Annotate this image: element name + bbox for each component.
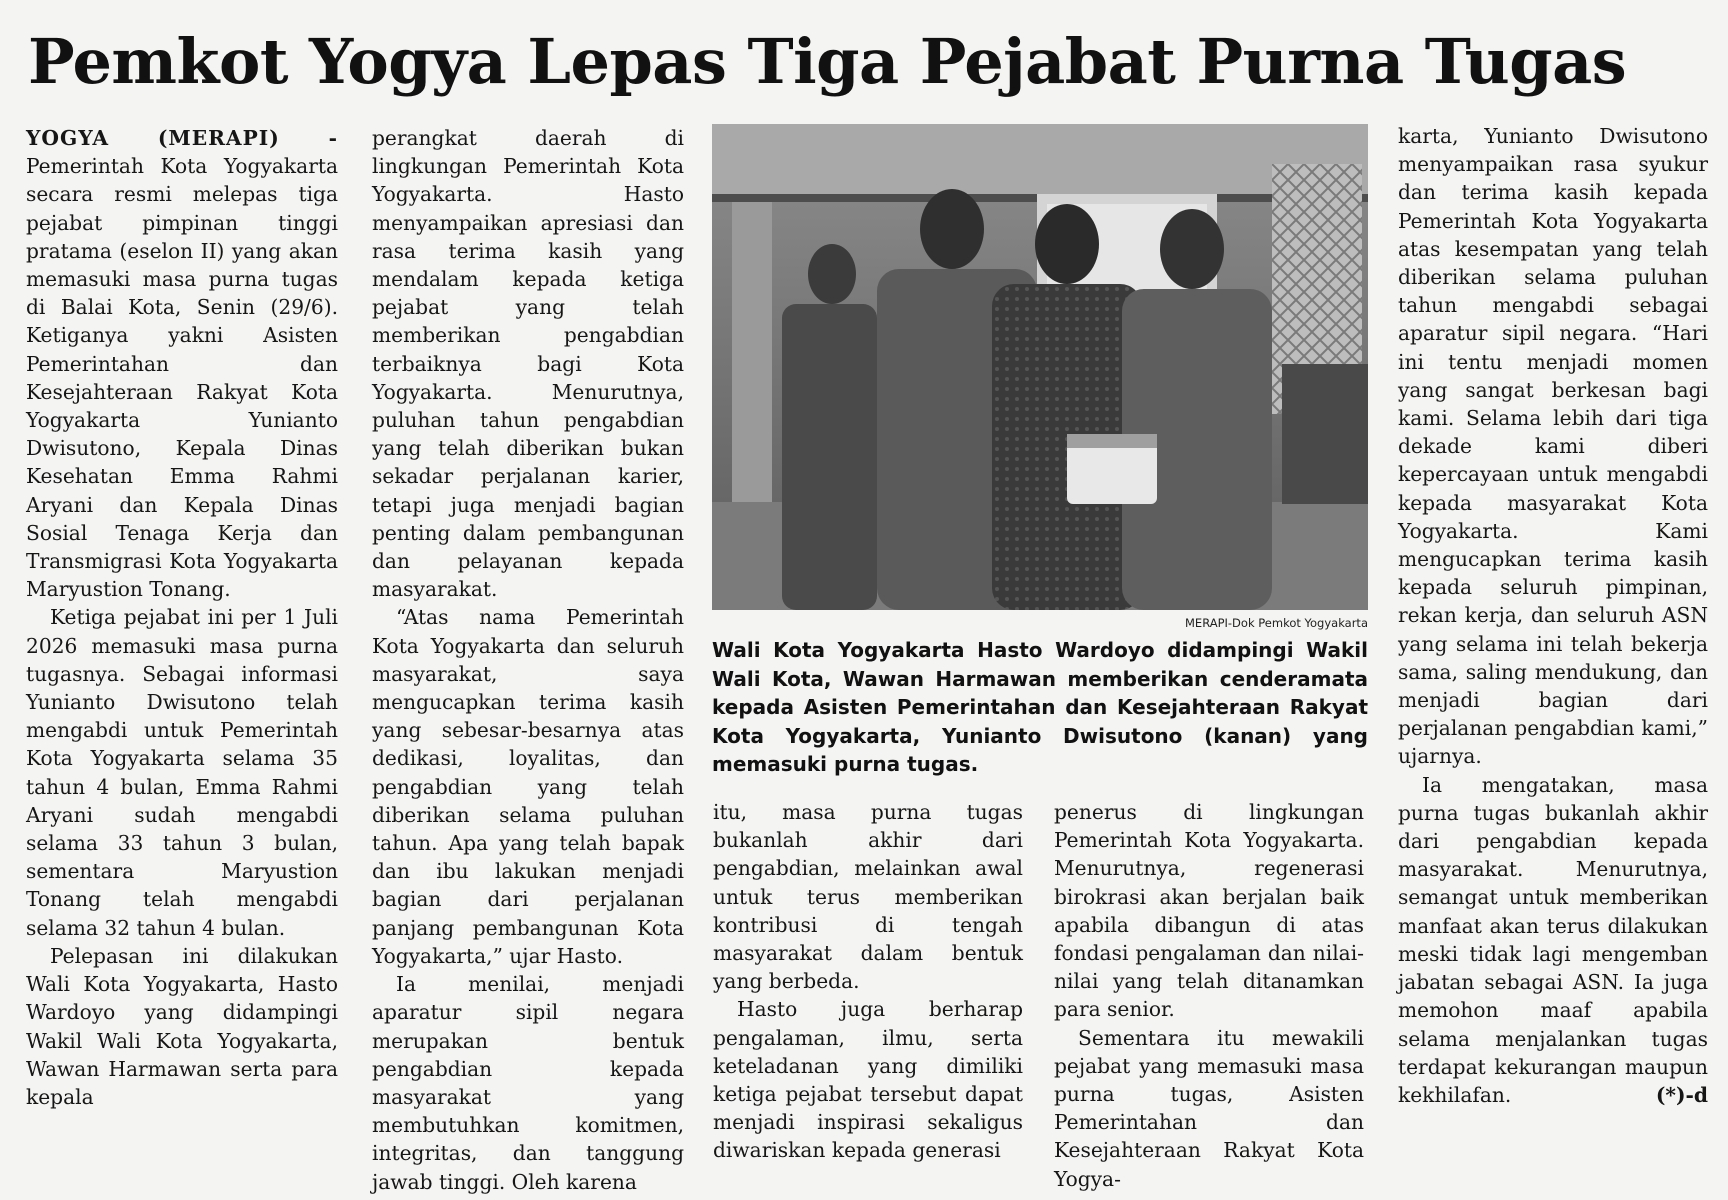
article-column-3 <box>713 798 1023 1165</box>
dateline: YOGYA (MERAPI) - <box>26 126 338 150</box>
signoff: (*)-d <box>1655 1082 1708 1107</box>
article-paragraph: itu, masa purna tugas bukanlah akhir dari pengabdian, melainkan awal untuk terus memberikan kontribusi di tengah masyarakat dalam bentuk yang berbeda. <box>713 800 1023 994</box>
article-paragraph: karta, Yunianto Dwisutono menyampaikan rasa syukur dan terima kasih kepada Pemerintah Kota Yogyakarta atas kesempatan yang telah diberikan selama puluhan tahun mengabdi sebagai aparatur sipil negara. “Hari ini tentu menjadi momen yang sangat berkesan bagi kami. Selama lebih dari tiga dekade kami diberi kepercayaan untuk mengabdi kepada masyarakat Kota Yogyakarta. Kami mengucapkan terima kasih kepada seluruh pimpinan, rekan kerja, dan seluruh ASN yang selama ini telah bekerja sama, saling mendukung, dan menjadi bagian dari perjalanan pengabdian kami,” ujarnya. <box>1398 124 1708 769</box>
article-column-5 <box>1398 122 1708 1109</box>
article-paragraph: Ia menilai, menjadi aparatur sipil negara merupakan bentuk pengabdian kepada masyarakat yang membutuhkan komitmen, integritas, dan tanggung jawab tinggi. Oleh karena <box>372 972 684 1194</box>
article-column-2 <box>372 124 684 1196</box>
article-paragraph: Hasto juga berharap pengalaman, ilmu, serta keteladanan yang dimiliki ketiga pejabat tersebut dapat menjadi inspirasi sekaligus diwariskan kepada generasi <box>713 997 1023 1163</box>
article-paragraph: Ketiga pejabat ini per 1 Juli 2026 memasuki masa purna tugasnya. Sebagai informasi Yunianto Dwisutono telah mengabdi untuk Pemerintah Kota Yogyakarta selama 35 tahun 4 bulan, Emma Rahmi Aryani sudah mengabdi selama 33 tahun 3 bulan, sementara Maryustion Tonang telah mengabdi selama 32 tahun 4 bulan. <box>26 605 338 940</box>
photo-illustration <box>712 124 1368 610</box>
news-photo <box>712 124 1368 610</box>
paragraph-text: Ia mengatakan, masa purna tugas bukanlah akhir dari pengabdian kepada masyarakat. Menurutnya, semangat untuk memberikan manfaat akan terus dilakukan meski tidak lagi mengemban jabatan sebagai ASN. Ia juga memohon maaf apabila selama menjalankan tugas terdapat kekurangan maupun kekhilafan. <box>1398 772 1708 1107</box>
article-paragraph <box>1398 771 1708 1109</box>
article-column-4 <box>1054 798 1364 1193</box>
photo-credit: MERAPI-Dok Pemkot Yogyakarta <box>1185 616 1368 630</box>
article-paragraph <box>26 124 338 603</box>
article-paragraph: Sementara itu mewakili pejabat yang memasuki masa purna tugas, Asisten Pemerintahan dan Kesejahteraan Rakyat Kota Yogya- <box>1054 1025 1364 1191</box>
article-column-1 <box>26 124 338 1111</box>
paragraph-text: Pemerintah Kota Yogyakarta secara resmi melepas tiga pejabat pimpinan tinggi pratama (eselon II) yang akan memasuki masa purna tugas di Balai Kota, Senin (29/6). Ketiganya yakni Asisten Pemerintahan dan Kesejahteraan Rakyat Kota Yogyakarta Yunianto Dwisutono, Kepala Dinas Kesehatan Emma Rahmi Aryani dan Kepala Dinas Sosial Tenaga Kerja dan Transmigrasi Kota Yogyakarta Maryustion Tonang. <box>26 154 338 602</box>
article-paragraph: “Atas nama Pemerintah Kota Yogyakarta dan seluruh masyarakat, saya mengucapkan terima kasih yang sebesar-besarnya atas dedikasi, loyalitas, dan pengabdian yang telah diberikan selama puluhan tahun. Apa yang telah bapak dan ibu lakukan menjadi bagian dari perjalanan panjang pembangunan Kota Yogyakarta,” ujar Hasto. <box>372 605 684 968</box>
article-paragraph: perangkat daerah di lingkungan Pemerintah Kota Yogyakarta. Hasto menyampaikan apresiasi dan rasa terima kasih yang mendalam kepada ketiga pejabat yang telah memberikan pengabdian terbaiknya bagi Kota Yogyakarta. Menurutnya, puluhan tahun pengabdian yang telah diberikan bukan sekadar perjalanan karier, tetapi juga menjadi bagian penting dalam pembangunan dan pelayanan kepada masyarakat. <box>372 126 684 602</box>
article-paragraph: penerus di lingkungan Pemerintah Kota Yogyakarta. Menurutnya, regenerasi birokrasi akan berjalan baik apabila dibangun di atas fondasi pengalaman dan nilai-nilai yang telah ditanamkan para senior. <box>1054 800 1364 1022</box>
photo-caption: Wali Kota Yogyakarta Hasto Wardoyo didampingi Wakil Wali Kota, Wawan Harmawan memberikan cenderamata kepada Asisten Pemerintahan dan Kesejahteraan Rakyat Kota Yogyakarta, Yunianto Dwisutono (kanan) yang memasuki purna tugas. <box>712 638 1368 776</box>
article-paragraph: Pelepasan ini dilakukan Wali Kota Yogyakarta, Hasto Wardoyo yang didampingi Wakil Wali Kota Yogyakarta, Wawan Harmawan serta para kepala <box>26 943 338 1109</box>
headline: Pemkot Yogya Lepas Tiga Pejabat Purna Tugas <box>28 25 1627 98</box>
